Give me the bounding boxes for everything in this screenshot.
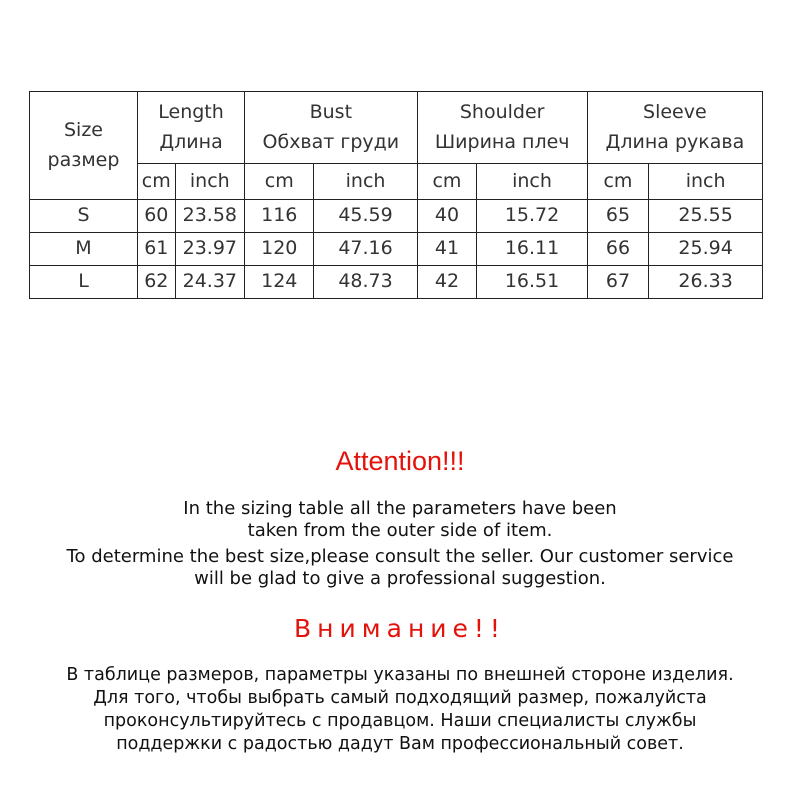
bust-header-en: Bust <box>309 101 353 124</box>
value-cell: 25.55 <box>649 200 763 233</box>
table-row <box>30 233 763 266</box>
attention-paragraph <box>0 498 800 542</box>
sleeve-header-cell <box>587 92 762 164</box>
value-cell: 15.72 <box>477 200 587 233</box>
unit-inch: inch <box>175 164 244 200</box>
value-cell: 66 <box>587 233 648 266</box>
vnimanie-title: Внимание!! <box>294 614 506 643</box>
vnimanie-line: поддержки с радостью дадут Вам профессиональный совет. <box>116 734 684 754</box>
size-cell: L <box>30 266 138 299</box>
value-cell: 45.59 <box>314 200 417 233</box>
value-cell: 120 <box>245 233 314 266</box>
attention-notice <box>0 498 800 594</box>
table-row <box>30 200 763 233</box>
attention-title: Attention!!! <box>335 446 465 476</box>
unit-header-row <box>30 164 763 200</box>
value-cell: 42 <box>417 266 477 299</box>
size-table <box>29 91 763 299</box>
sleeve-header-en: Sleeve <box>643 101 707 124</box>
value-cell: 24.37 <box>175 266 244 299</box>
vnimanie-line: проконсультируйтесь с продавцом. Наши специалисты службы <box>103 711 697 731</box>
value-cell: 116 <box>245 200 314 233</box>
unit-cm: cm <box>587 164 648 200</box>
attention-line: In the sizing table all the parameters have been <box>183 498 617 519</box>
value-cell: 26.33 <box>649 266 763 299</box>
size-header-ru: размер <box>47 148 120 171</box>
attention-line: taken from the outer side of item. <box>247 520 553 541</box>
value-cell: 41 <box>417 233 477 266</box>
unit-cm: cm <box>138 164 176 200</box>
value-cell: 25.94 <box>649 233 763 266</box>
value-cell: 23.58 <box>175 200 244 233</box>
attention-line: To determine the best size,please consult the seller. Our customer service <box>66 546 734 567</box>
value-cell: 16.51 <box>477 266 587 299</box>
size-cell: M <box>30 233 138 266</box>
value-cell: 16.11 <box>477 233 587 266</box>
table-row <box>30 266 763 299</box>
size-header-en: Size <box>63 119 103 142</box>
value-cell: 47.16 <box>314 233 417 266</box>
vnimanie-line: В таблице размеров, параметры указаны по внешней стороне изделия. <box>66 665 734 685</box>
value-cell: 40 <box>417 200 477 233</box>
unit-inch: inch <box>649 164 763 200</box>
table-header-row <box>30 92 763 164</box>
attention-line: will be glad to give a professional suggestion. <box>194 568 606 589</box>
unit-inch: inch <box>477 164 587 200</box>
value-cell: 62 <box>138 266 176 299</box>
value-cell: 61 <box>138 233 176 266</box>
unit-cm: cm <box>245 164 314 200</box>
length-header-cell <box>138 92 245 164</box>
bust-header-ru: Обхват груди <box>262 130 400 153</box>
shoulder-header-ru: Ширина плеч <box>434 130 570 153</box>
sleeve-header-ru: Длина рукава <box>605 130 745 153</box>
value-cell: 67 <box>587 266 648 299</box>
shoulder-header-cell <box>417 92 587 164</box>
value-cell: 48.73 <box>314 266 417 299</box>
shoulder-header-en: Shoulder <box>459 101 545 124</box>
size-header-cell <box>30 92 138 200</box>
unit-inch: inch <box>314 164 417 200</box>
vnimanie-notice <box>0 664 800 756</box>
value-cell: 65 <box>587 200 648 233</box>
vnimanie-line: Для того, чтобы выбрать самый подходящий размер, пожалуйста <box>93 688 707 708</box>
length-header-ru: Длина <box>159 130 223 153</box>
value-cell: 124 <box>245 266 314 299</box>
value-cell: 23.97 <box>175 233 244 266</box>
length-header-en: Length <box>158 101 224 124</box>
attention-paragraph <box>0 546 800 590</box>
bust-header-cell <box>245 92 418 164</box>
size-cell: S <box>30 200 138 233</box>
value-cell: 60 <box>138 200 176 233</box>
unit-cm: cm <box>417 164 477 200</box>
